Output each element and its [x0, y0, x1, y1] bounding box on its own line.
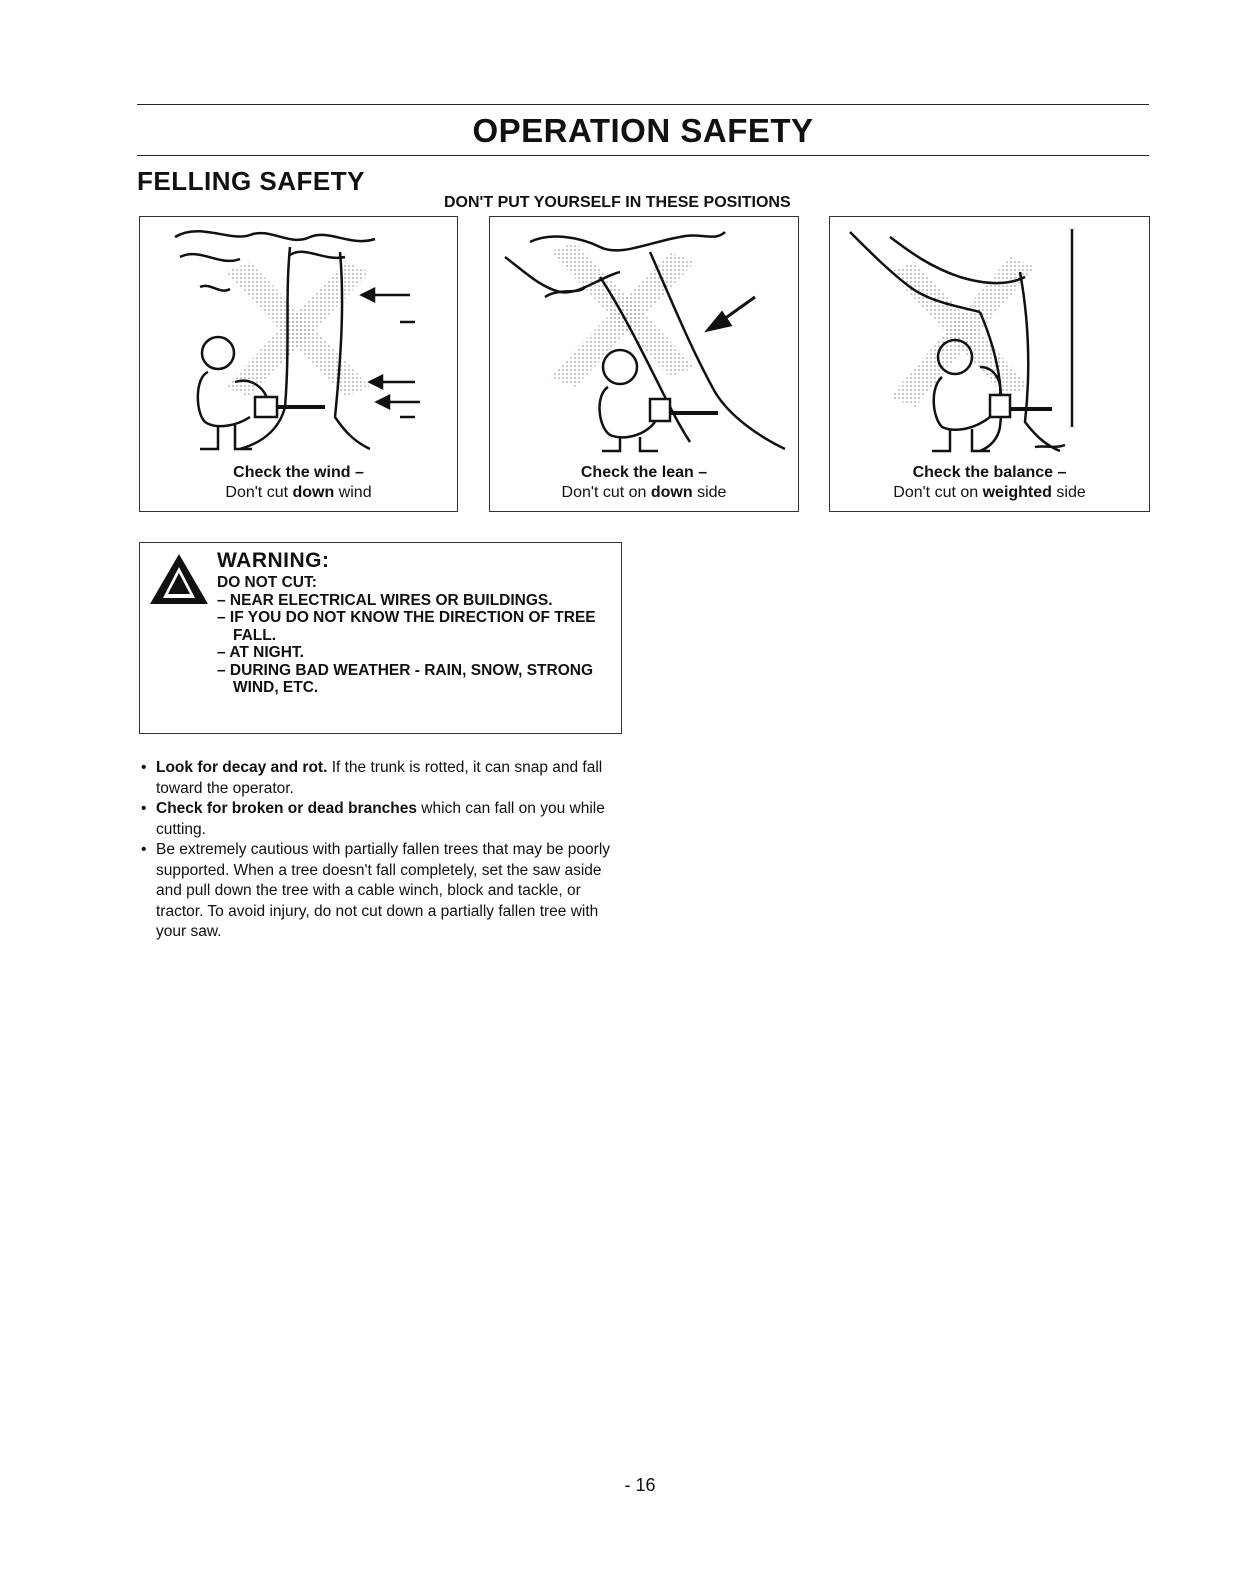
panel-caption-line: Don't cut on down side	[561, 484, 727, 501]
warning-line: – IF YOU DO NOT KNOW THE DIRECTION OF TREE FALL.	[217, 609, 596, 644]
bullet-item: • Check for broken or dead branches which can fall on you while cutting.	[140, 799, 628, 840]
lean-illustration	[490, 217, 798, 461]
section-title: FELLING SAFETY	[137, 166, 365, 196]
warning-line: – DURING BAD WEATHER - RAIN, SNOW, STRONG WIND, ETC.	[217, 661, 594, 696]
bullet-item: • Look for decay and rot. If the trunk is rotted, it can snap and fall toward the operator.	[140, 758, 628, 799]
wind-illustration	[140, 217, 457, 461]
panel-caption	[830, 463, 1149, 503]
warning-line: DO NOT CUT:	[217, 574, 317, 591]
top-rule	[137, 104, 1149, 105]
illustration-panel-lean	[489, 216, 799, 512]
direction-arrow-icon	[708, 297, 755, 330]
warning-icon	[148, 551, 210, 607]
page-number: - 16	[624, 1475, 656, 1495]
warning-title: WARNING:	[217, 549, 330, 572]
panel-caption	[490, 463, 798, 503]
panel-caption-line: Don't cut down wind	[225, 484, 372, 501]
bullet-item: • Be extremely cautious with partially fallen trees that may be poorly supported. When a tree doesn't fall completely, set the saw aside and pull down the tree with a cable winch, block and tackle, or tractor. To avoid injury, do not cut down a partially fallen tree with your saw.	[140, 840, 628, 943]
warning-line: – AT NIGHT.	[217, 644, 304, 661]
wind-arrows	[362, 289, 420, 417]
panel-caption	[140, 463, 457, 503]
title-underline	[137, 155, 1149, 156]
warning-list	[217, 574, 621, 697]
balance-illustration	[830, 217, 1149, 461]
warning-line: – NEAR ELECTRICAL WIRES OR BUILDINGS.	[217, 591, 553, 609]
panel-caption-title: Check the lean –	[580, 464, 708, 481]
illustration-panel-wind	[139, 216, 458, 512]
x-mark	[890, 257, 1035, 407]
panel-caption-title: Check the balance –	[912, 464, 1067, 481]
panel-caption-title: Check the wind –	[233, 464, 364, 481]
illustration-panel-balance	[829, 216, 1150, 512]
positions-heading: DON'T PUT YOURSELF IN THESE POSITIONS	[444, 194, 791, 211]
warning-box	[139, 542, 622, 734]
safety-bullets	[140, 758, 628, 943]
page-title: OPERATION SAFETY	[472, 112, 814, 149]
panel-caption-line: Don't cut on weighted side	[893, 484, 1086, 501]
x-mark	[225, 262, 370, 397]
